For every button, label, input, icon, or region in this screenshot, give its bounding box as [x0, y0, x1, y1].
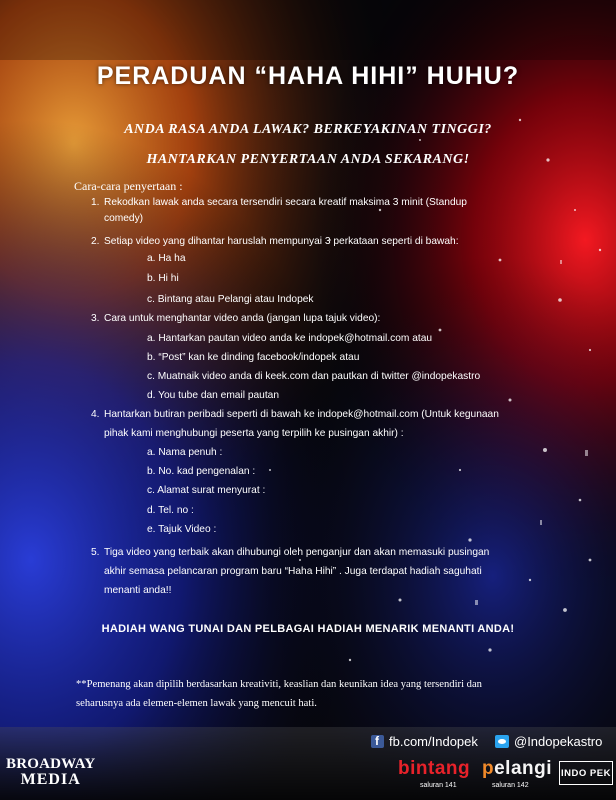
- list-item: e. Tajuk Video :: [147, 524, 217, 535]
- list-item: b. No. kad pengenalan :: [147, 466, 256, 477]
- pelangi-channel: saluran 142: [492, 782, 529, 789]
- bintang-logo: [398, 758, 471, 789]
- list-item: a. Nama penuh :: [147, 447, 223, 458]
- step-number: 4.: [91, 409, 100, 420]
- note-line: **Pemenang akan dipilih berdasarkan kreativiti, keaslian dan keunikan idea yang tersendiri dan: [76, 679, 482, 690]
- pelangi-rest: elangi: [494, 758, 553, 779]
- broadway-logo-line1: BROADWAY: [6, 756, 96, 772]
- step-5: [91, 543, 490, 600]
- step-number: 1.: [91, 197, 100, 208]
- facebook-icon: [371, 735, 384, 748]
- step-text: pihak kami menghubungi peserta yang terpilih ke pusingan akhir) :: [104, 428, 404, 439]
- step-number: 2.: [91, 236, 100, 247]
- step-1: [91, 195, 467, 227]
- step-3: [91, 311, 381, 327]
- step-text: Rekodkan lawak anda secara tersendiri secara kreatif maksima 3 minit (Standup: [104, 197, 467, 208]
- step-text: Setiap video yang dihantar haruslah mempunyai 3 perkataan seperti di bawah:: [104, 236, 459, 247]
- pelangi-logo: [482, 758, 553, 789]
- page-title: PERADUAN “HAHA HIHI” HUHU?: [96, 62, 520, 90]
- list-item: d. You tube dan email pautan: [147, 390, 279, 401]
- step-2: [91, 234, 459, 250]
- facebook-handle: fb.com/Indopek: [389, 734, 478, 749]
- twitter-handle: @Indopekastro: [514, 734, 603, 749]
- broadway-media-logo: [6, 757, 95, 787]
- prize-announcement: HADIAH WANG TUNAI DAN PELBAGAI HADIAH MENARIK MENANTI ANDA!: [101, 623, 515, 635]
- step-text: Cara untuk menghantar video anda (jangan lupa tajuk video):: [104, 313, 381, 324]
- bintang-wordmark: bintang: [398, 758, 471, 779]
- list-item: d. Tel. no :: [147, 505, 194, 516]
- step-number: 5.: [91, 547, 100, 558]
- twitter-icon: [495, 735, 509, 748]
- step-text: Hantarkan butiran peribadi seperti di bawah ke indopek@hotmail.com (Untuk kegunaan: [104, 409, 499, 420]
- step-text: comedy): [104, 213, 144, 224]
- list-item: a. Hantarkan pautan video anda ke indopek@hotmail.com atau: [147, 333, 433, 344]
- list-item: b. “Post” kan ke dinding facebook/indopek atau: [147, 352, 360, 363]
- pelangi-initial: p: [482, 758, 495, 779]
- subtitle-call-to-action: HANTARKAN PENYERTAAN ANDA SEKARANG!: [146, 152, 470, 167]
- twitter-link[interactable]: [495, 734, 602, 749]
- list-item: b. Hi hi: [147, 273, 179, 284]
- step-4: [91, 407, 499, 442]
- note-line: seharusnya ada elemen-elemen lawak yang mencuit hati.: [76, 698, 317, 709]
- step-text: Tiga video yang terbaik akan dihubungi oleh penganjur dan akan memasuki pusingan: [104, 547, 490, 558]
- list-item: c. Alamat surat menyurat :: [147, 485, 266, 496]
- step-text: akhir semasa pelancaran program baru “Haha Hihi” . Juga terdapat hadiah saguhati: [104, 566, 482, 577]
- step-number: 3.: [91, 313, 100, 324]
- judging-note: [76, 675, 556, 713]
- entry-intro: Cara-cara penyertaan :: [74, 179, 183, 193]
- facebook-link[interactable]: [371, 734, 478, 749]
- step-text: menanti anda!!: [104, 585, 172, 596]
- broadway-logo-line2: MEDIA: [20, 771, 81, 788]
- indopek-logo: INDO PEK: [559, 761, 613, 785]
- pelangi-wordmark: [482, 758, 552, 779]
- bintang-channel: saluran 141: [420, 782, 457, 789]
- list-item: c. Muatnaik video anda di keek.com dan pautkan di twitter @indopekastro: [147, 371, 481, 382]
- subtitle-question: ANDA RASA ANDA LAWAK? BERKEYAKINAN TINGGI?: [124, 122, 492, 137]
- list-item: a. Ha ha: [147, 253, 186, 264]
- list-item: c. Bintang atau Pelangi atau Indopek: [147, 294, 314, 305]
